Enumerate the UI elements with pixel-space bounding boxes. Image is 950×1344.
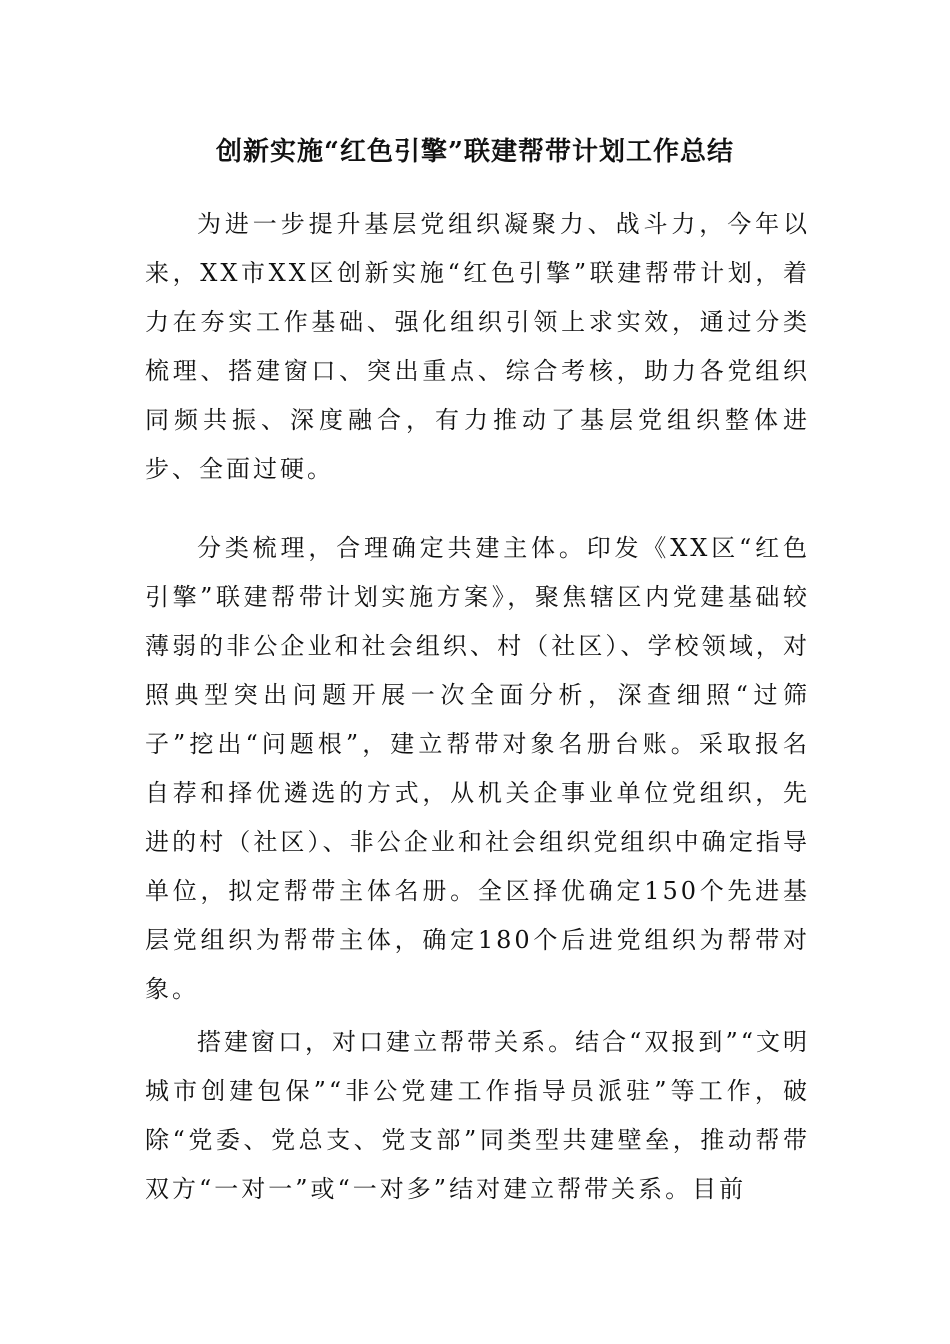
paragraph-classification: 分类梳理，合理确定共建主体。印发《XX区“红色引擎”联建帮带计划实施方案》，聚焦辖区内党建基础较薄弱的非公企业和社会组织、村（社区）、学校领域，对照典型突出问题开展一次全面分析，深查细照“过筛子”挖出“问题根”，建立帮带对象名册台账。采取报名自荐和择优遴选的方式，从机关企事业单位党组织，先进的村（社区）、非公企业和社会组织党组织中确定指导单位，拟定帮带主体名册。全区择优确定150个先进基层党组织为帮带主体，确定180个后进党组织为帮带对象。 xyxy=(145,534,810,1003)
document-title: 创新实施“红色引擎”联建帮带计划工作总结 xyxy=(216,137,734,167)
paragraph-window: 搭建窗口，对口建立帮带关系。结合“双报到”“文明城市创建包保”“非公党建工作指导员派驻”等工作，破除“党委、党总支、党支部”同类型共建壁垒，推动帮带双方“一对一”或“一对多”结对建立帮带关系。目前 xyxy=(145,1028,810,1203)
paragraph-intro: 为进一步提升基层党组织凝聚力、战斗力，今年以来，XX市XX区创新实施“红色引擎”联建帮带计划，着力在夯实工作基础、强化组织引领上求实效，通过分类梳理、搭建窗口、突出重点、综合考核，助力各党组织同频共振、深度融合，有力推动了基层党组织整体进步、全面过硬。 xyxy=(145,210,810,483)
